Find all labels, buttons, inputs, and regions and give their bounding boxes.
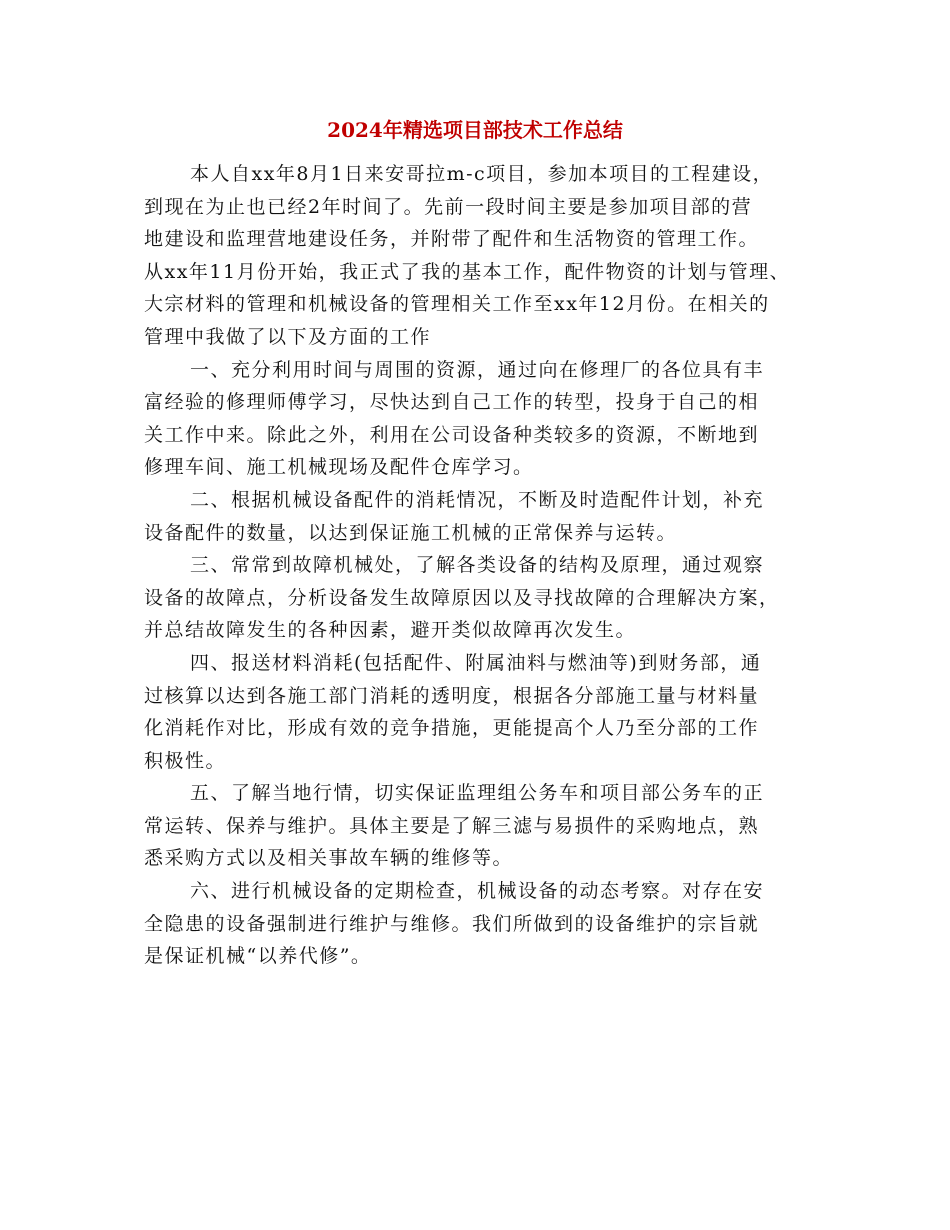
text-line: 化消耗作对比，形成有效的竞争措施，更能提高个人乃至分部的工作 (144, 717, 760, 740)
text-line: 修理车间、施工机械现场及配件仓库学习。 (144, 456, 534, 479)
text-line: 设备的故障点，分析设备发生故障原因以及寻找故障的合理解决方案， (144, 586, 780, 609)
text-line: 悉采购方式以及相关事故车辆的维修等。 (144, 847, 514, 870)
document-body (144, 158, 844, 973)
paragraph-item-2 (144, 484, 844, 549)
text-line: 管理中我做了以下及方面的工作 (144, 325, 432, 348)
text-line: 二、根据机械设备配件的消耗情况，不断及时造配件计划，补充 (190, 488, 765, 511)
text-line: 常运转、保养与维护。具体主要是了解三滤与易损件的采购地点，熟 (144, 814, 760, 837)
text-line: 到现在为止也已经2年时间了。先前一段时间主要是参加项目部的营 (144, 195, 753, 218)
paragraph-item-5 (144, 777, 844, 875)
document-title: 2024年精选项目部技术工作总结 (327, 118, 623, 142)
text-line: 六、进行机械设备的定期检查，机械设备的动态考察。对存在安 (190, 880, 765, 903)
text-line: 设备配件的数量，以达到保证施工机械的正常保养与运转。 (144, 521, 678, 544)
text-line: 过核算以达到各施工部门消耗的透明度，根据各分部施工量与材料量 (144, 684, 760, 707)
text-line: 地建设和监理营地建设任务，并附带了配件和生活物资的管理工作。 (144, 228, 760, 251)
text-line: 关工作中来。除此之外，利用在公司设备种类较多的资源，不断地到 (144, 423, 760, 446)
text-line: 大宗材料的管理和机械设备的管理相关工作至xx年12月份。在相关的 (144, 293, 770, 316)
paragraph-item-6 (144, 875, 844, 973)
text-line: 本人自xx年8月1日来安哥拉m-c项目，参加本项目的工程建设， (190, 163, 774, 185)
text-line: 四、报送材料消耗(包括配件、附属油料与燃油等)到财务部，通 (190, 651, 762, 674)
text-line: 全隐患的设备强制进行维护与维修。我们所做到的设备维护的宗旨就 (144, 912, 760, 935)
text-line: 并总结故障发生的各种因素，避开类似故障再次发生。 (144, 619, 637, 642)
text-line: 从xx年11月份开始，我正式了我的基本工作，配件物资的计划与管理、 (144, 260, 791, 283)
paragraph-intro (144, 158, 844, 354)
text-line: 一、充分利用时间与周围的资源，通过向在修理厂的各位具有丰 (190, 358, 765, 381)
paragraph-item-3 (144, 549, 844, 647)
text-line: 是保证机械“以养代修”。 (144, 945, 372, 968)
text-line: 积极性。 (144, 749, 227, 772)
paragraph-item-1 (144, 354, 844, 484)
paragraph-item-4 (144, 647, 844, 777)
text-line: 富经验的修理师傅学习，尽快达到自己工作的转型，投身于自己的相 (144, 391, 760, 414)
text-line: 三、常常到故障机械处，了解各类设备的结构及原理，通过观察 (190, 554, 765, 577)
text-line: 五、了解当地行情，切实保证监理组公务车和项目部公务车的正 (190, 782, 765, 805)
